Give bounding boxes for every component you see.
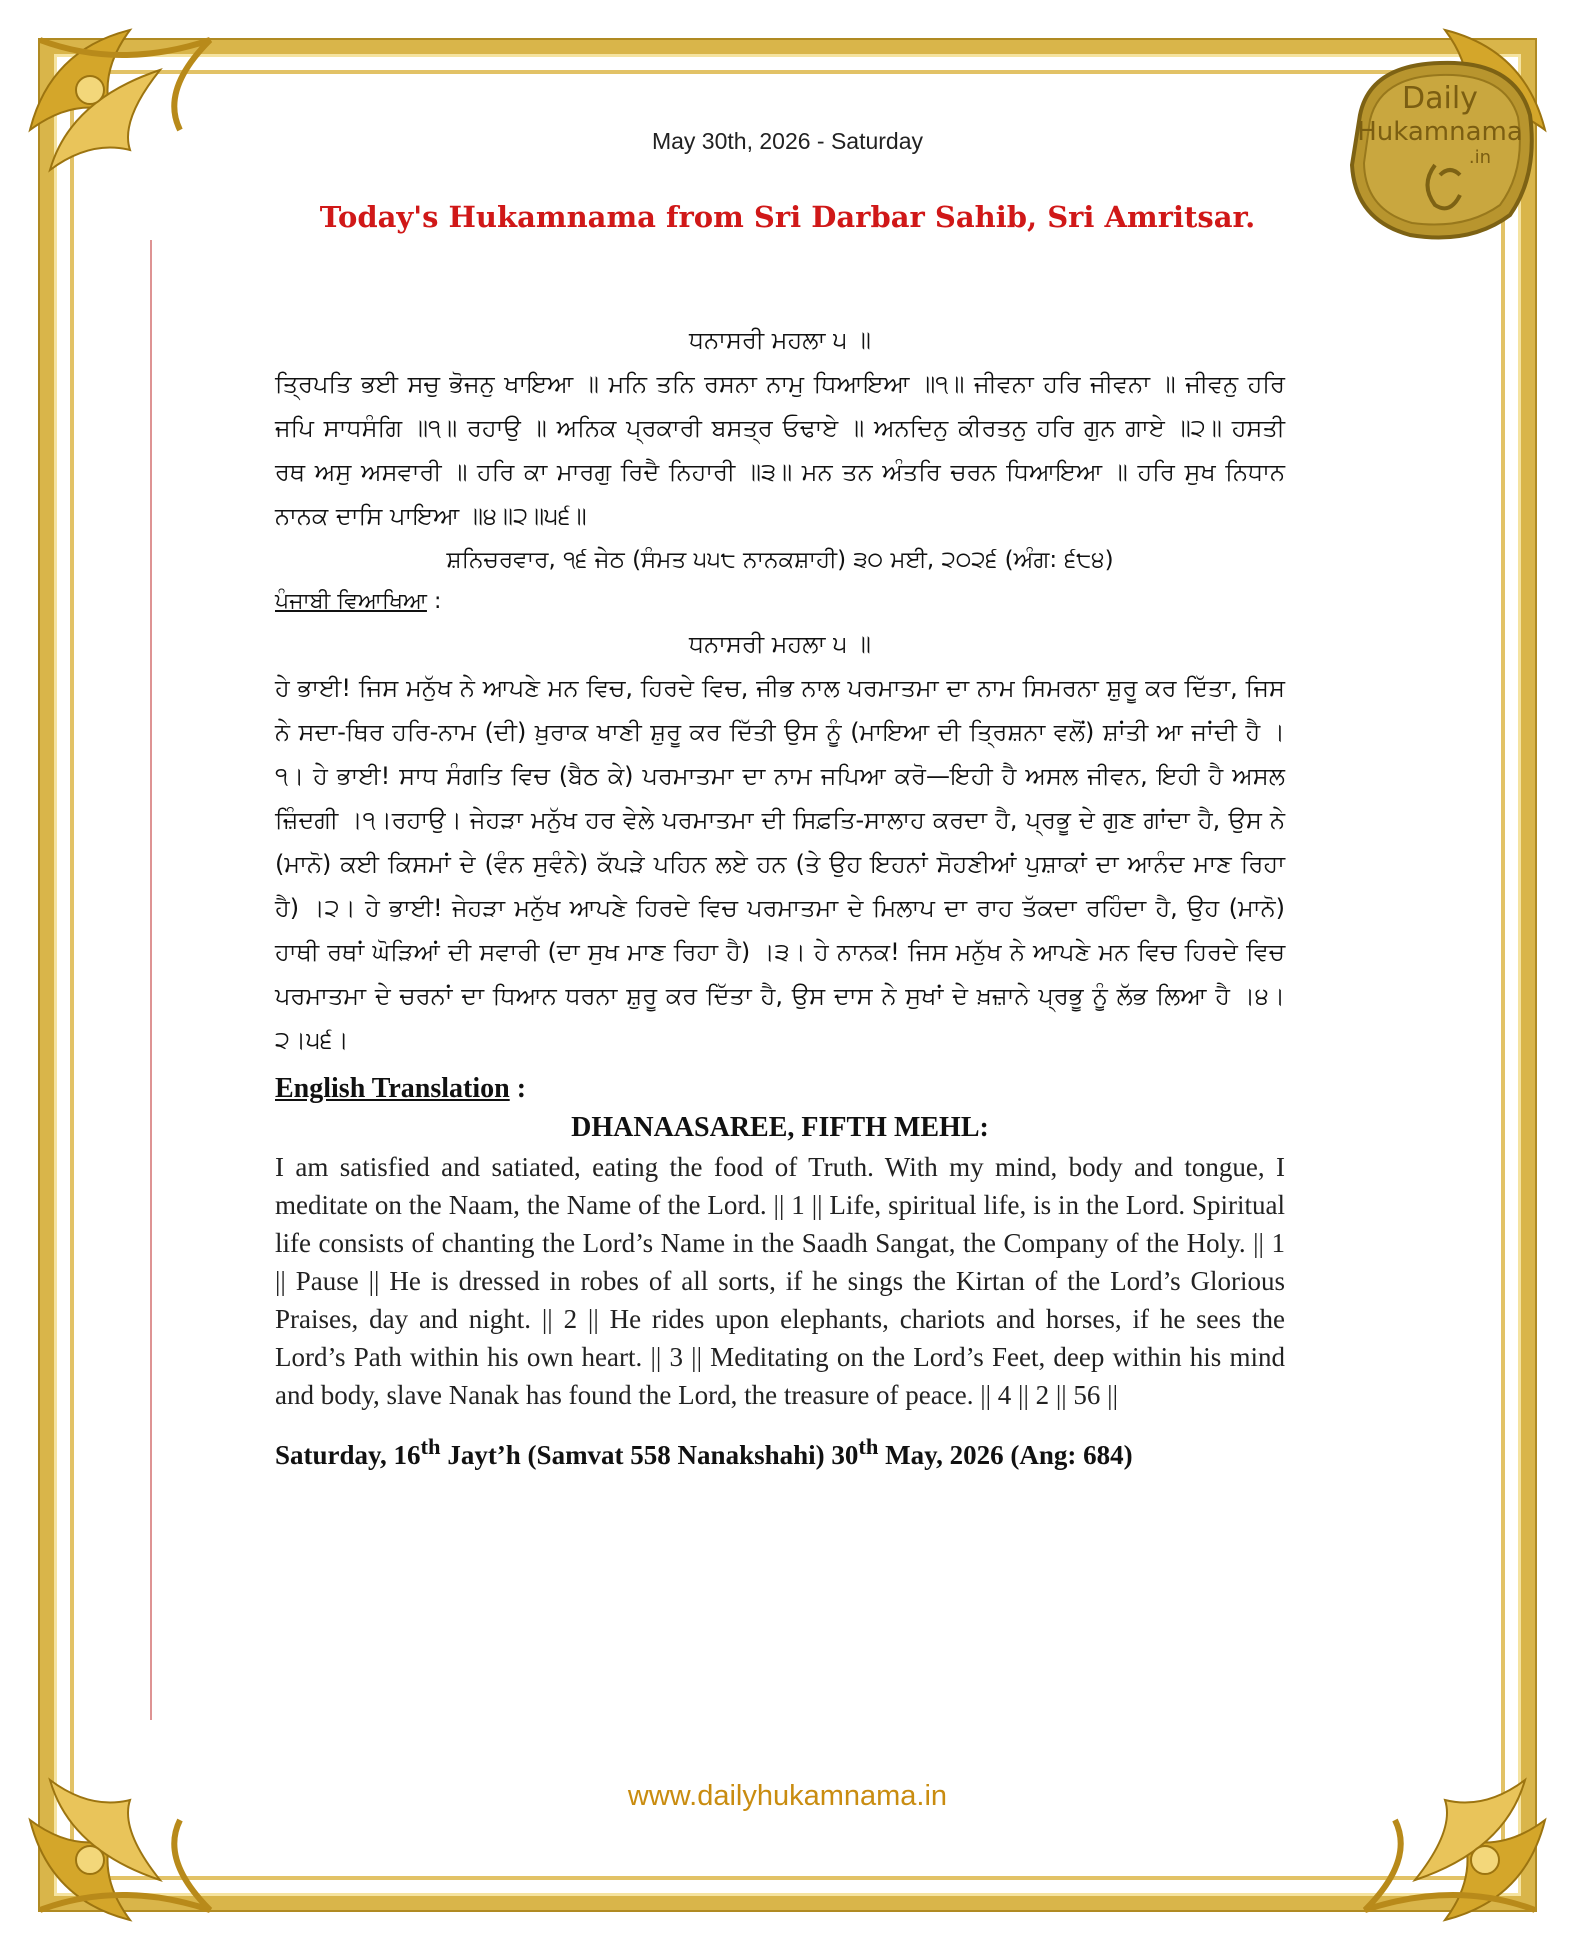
footer-sup-1: th — [420, 1434, 441, 1459]
footer-part-b: Jayt’h (Samvat 558 Nanakshahi) 30 — [440, 1440, 859, 1470]
punjabi-label-text: ਪੰਜਾਬੀ ਵਿਆਖਿਆ — [275, 589, 427, 614]
english-label-text: English Translation — [275, 1073, 510, 1104]
footer-part-a: Saturday, 16 — [275, 1440, 421, 1470]
gurbani-date-line: ਸ਼ਨਿਚਰਵਾਰ, ੧੬ ਜੇਠ (ਸੰਮਤ ੫੫੮ ਨਾਨਕਸ਼ਾਹੀ) ੩੦ ਮਈ, ੨੦੨੬ (ਅੰਗ: ੬੮੪) — [446, 547, 1114, 573]
corner-ornament-icon — [10, 1710, 240, 1940]
seal-text-daily: Daily — [1402, 81, 1478, 116]
page-date: May 30th, 2026 - Saturday — [651, 128, 924, 154]
punjabi-label-suffix: : — [426, 589, 442, 614]
gurbani-heading: ਧਨਾਸਰੀ ਮਹਲਾ ੫ ॥ — [689, 326, 871, 354]
margin-rule — [150, 240, 152, 1720]
english-heading: DHANAASAREE, FIFTH MEHL: — [571, 1112, 989, 1143]
punjabi-section-label — [275, 582, 1285, 622]
seal-text-hukamnama: Hukamnama — [1357, 117, 1523, 147]
page-title: Today's Hukamnama from Sri Darbar Sahib, Sri Amritsar. — [319, 200, 1256, 234]
gurbani-verse: ਤ੍ਰਿਪਤਿ ਭਈ ਸਚੁ ਭੋਜਨੁ ਖਾਇਆ ॥ ਮਨਿ ਤਨਿ ਰਸਨਾ ਨਾਮੁ ਧਿਆਇਆ ॥੧॥ ਜੀਵਨਾ ਹਰਿ ਜੀਵਨਾ ॥ ਜੀਵਨੁ ਹਰਿ ਜਪਿ ਸਾਧਸੰਗਿ ॥੧॥ ਰਹਾਉ ॥ ਅਨਿਕ ਪ੍ਰਕਾਰੀ ਬਸਤ੍ਰ ਓਢਾਏ ॥ ਅਨਦਿਨੁ ਕੀਰਤਨੁ ਹਰਿ ਗੁਨ ਗਾਏ ॥੨॥ ਹਸਤੀ ਰਥ ਅਸੁ ਅਸਵਾਰੀ ॥ ਹਰਿ ਕਾ ਮਾਰਗੁ ਰਿਦੈ ਨਿਹਾਰੀ ॥੩॥ ਮਨ ਤਨ ਅੰਤਰਿ ਚਰਨ ਧਿਆਇਆ ॥ ਹਰਿ ਸੁਖ ਨਿਧਾਨ ਨਾਨਕ ਦਾਸਿ ਪਾਇਆ ॥੪॥੨॥੫੬॥ — [275, 370, 1285, 530]
footer-sup-2: th — [858, 1434, 879, 1459]
english-label-suffix: : — [509, 1073, 527, 1104]
corner-ornament-icon — [1335, 1710, 1565, 1940]
punjabi-heading: ਧਨਾਸਰੀ ਮਹਲਾ ੫ ॥ — [689, 630, 871, 658]
english-date-line — [275, 1428, 1285, 1474]
footer-part-c: May, 2026 (Ang: 684) — [878, 1440, 1133, 1470]
main-content — [275, 318, 1285, 1474]
punjabi-explanation: ਹੇ ਭਾਈ! ਜਿਸ ਮਨੁੱਖ ਨੇ ਆਪਣੇ ਮਨ ਵਿਚ, ਹਿਰਦੇ ਵਿਚ, ਜੀਭ ਨਾਲ ਪਰਮਾਤਮਾ ਦਾ ਨਾਮ ਸਿਮਰਨਾ ਸ਼ੁਰੂ ਕਰ ਦਿੱਤਾ, ਜਿਸ ਨੇ ਸਦਾ-ਥਿਰ ਹਰਿ-ਨਾਮ (ਦੀ) ਖ਼ੁਰਾਕ ਖਾਣੀ ਸ਼ੁਰੂ ਕਰ ਦਿੱਤੀ ਉਸ ਨੂੰ (ਮਾਇਆ ਦੀ ਤ੍ਰਿਸ਼ਨਾ ਵਲੋਂ) ਸ਼ਾਂਤੀ ਆ ਜਾਂਦੀ ਹੈ ।੧। ਹੇ ਭਾਈ! ਸਾਧ ਸੰਗਤਿ ਵਿਚ (ਬੈਠ ਕੇ) ਪਰਮਾਤਮਾ ਦਾ ਨਾਮ ਜਪਿਆ ਕਰੋ—ਇਹੀ ਹੈ ਅਸਲ ਜੀਵਨ, ਇਹੀ ਹੈ ਅਸਲ ਜ਼ਿੰਦਗੀ ।੧।ਰਹਾਉ। ਜੇਹੜਾ ਮਨੁੱਖ ਹਰ ਵੇਲੇ ਪਰਮਾਤਮਾ ਦੀ ਸਿਫ਼ਤਿ-ਸਾਲਾਹ ਕਰਦਾ ਹੈ, ਪ੍ਰਭੂ ਦੇ ਗੁਣ ਗਾਂਦਾ ਹੈ, ਉਸ ਨੇ (ਮਾਨੋ) ਕਈ ਕਿਸਮਾਂ ਦੇ (ਵੰਨ ਸੁਵੰਨੇ) ਕੱਪੜੇ ਪਹਿਨ ਲਏ ਹਨ (ਤੇ ਉਹ ਇਹਨਾਂ ਸੋਹਣੀਆਂ ਪੁਸ਼ਾਕਾਂ ਦਾ ਆਨੰਦ ਮਾਣ ਰਿਹਾ ਹੈ) ।੨। ਹੇ ਭਾਈ! ਜੇਹੜਾ ਮਨੁੱਖ ਆਪਣੇ ਹਿਰਦੇ ਵਿਚ ਪਰਮਾਤਮਾ ਦੇ ਮਿਲਾਪ ਦਾ ਰਾਹ ਤੱਕਦਾ ਰਹਿੰਦਾ ਹੈ, ਉਹ (ਮਾਨੋ) ਹਾਥੀ ਰਥਾਂ ਘੋੜਿਆਂ ਦੀ ਸਵਾਰੀ (ਦਾ ਸੁਖ ਮਾਣ ਰਿਹਾ ਹੈ) ।੩। ਹੇ ਨਾਨਕ! ਜਿਸ ਮਨੁੱਖ ਨੇ ਆਪਣੇ ਮਨ ਵਿਚ ਹਿਰਦੇ ਵਿਚ ਪਰਮਾਤਮਾ ਦੇ ਚਰਨਾਂ ਦਾ ਧਿਆਨ ਧਰਨਾ ਸ਼ੁਰੂ ਕਰ ਦਿੱਤਾ ਹੈ, ਉਸ ਦਾਸ ਨੇ ਸੁਖਾਂ ਦੇ ਖ਼ਜ਼ਾਨੇ ਪ੍ਰਭੂ ਨੂੰ ਲੱਭ ਲਿਆ ਹੈ ।੪।੨।੫੬। — [275, 674, 1285, 1054]
website-link[interactable]: www.dailyhukamnama.in — [627, 1780, 948, 1812]
seal-text-domain: .in — [1468, 147, 1492, 168]
english-section-label — [275, 1070, 1285, 1108]
english-translation: I am satisfied and satiated, eating the food of Truth. With my mind, body and tongue, I meditate on the Naam, the Name of the Lord. || 1 || Life, spiritual life, is in the Lord. Spiritual life consists of chanting the Lord’s Name in the Saadh Sangat, the Company of the Holy. || 1 || Pause || He is dressed in robes of all sorts, if he sings the Kirtan of the Lord’s Glorious Praises, day and night. || 2 || He rides upon elephants, chariots and horses, if he sees the Lord’s Path within his own heart. || 3 || Meditating on the Lord’s Feet, deep within his mind and body, slave Nanak has found the Lord, the treasure of peace. || 4 || 2 || 56 || — [275, 1152, 1285, 1410]
